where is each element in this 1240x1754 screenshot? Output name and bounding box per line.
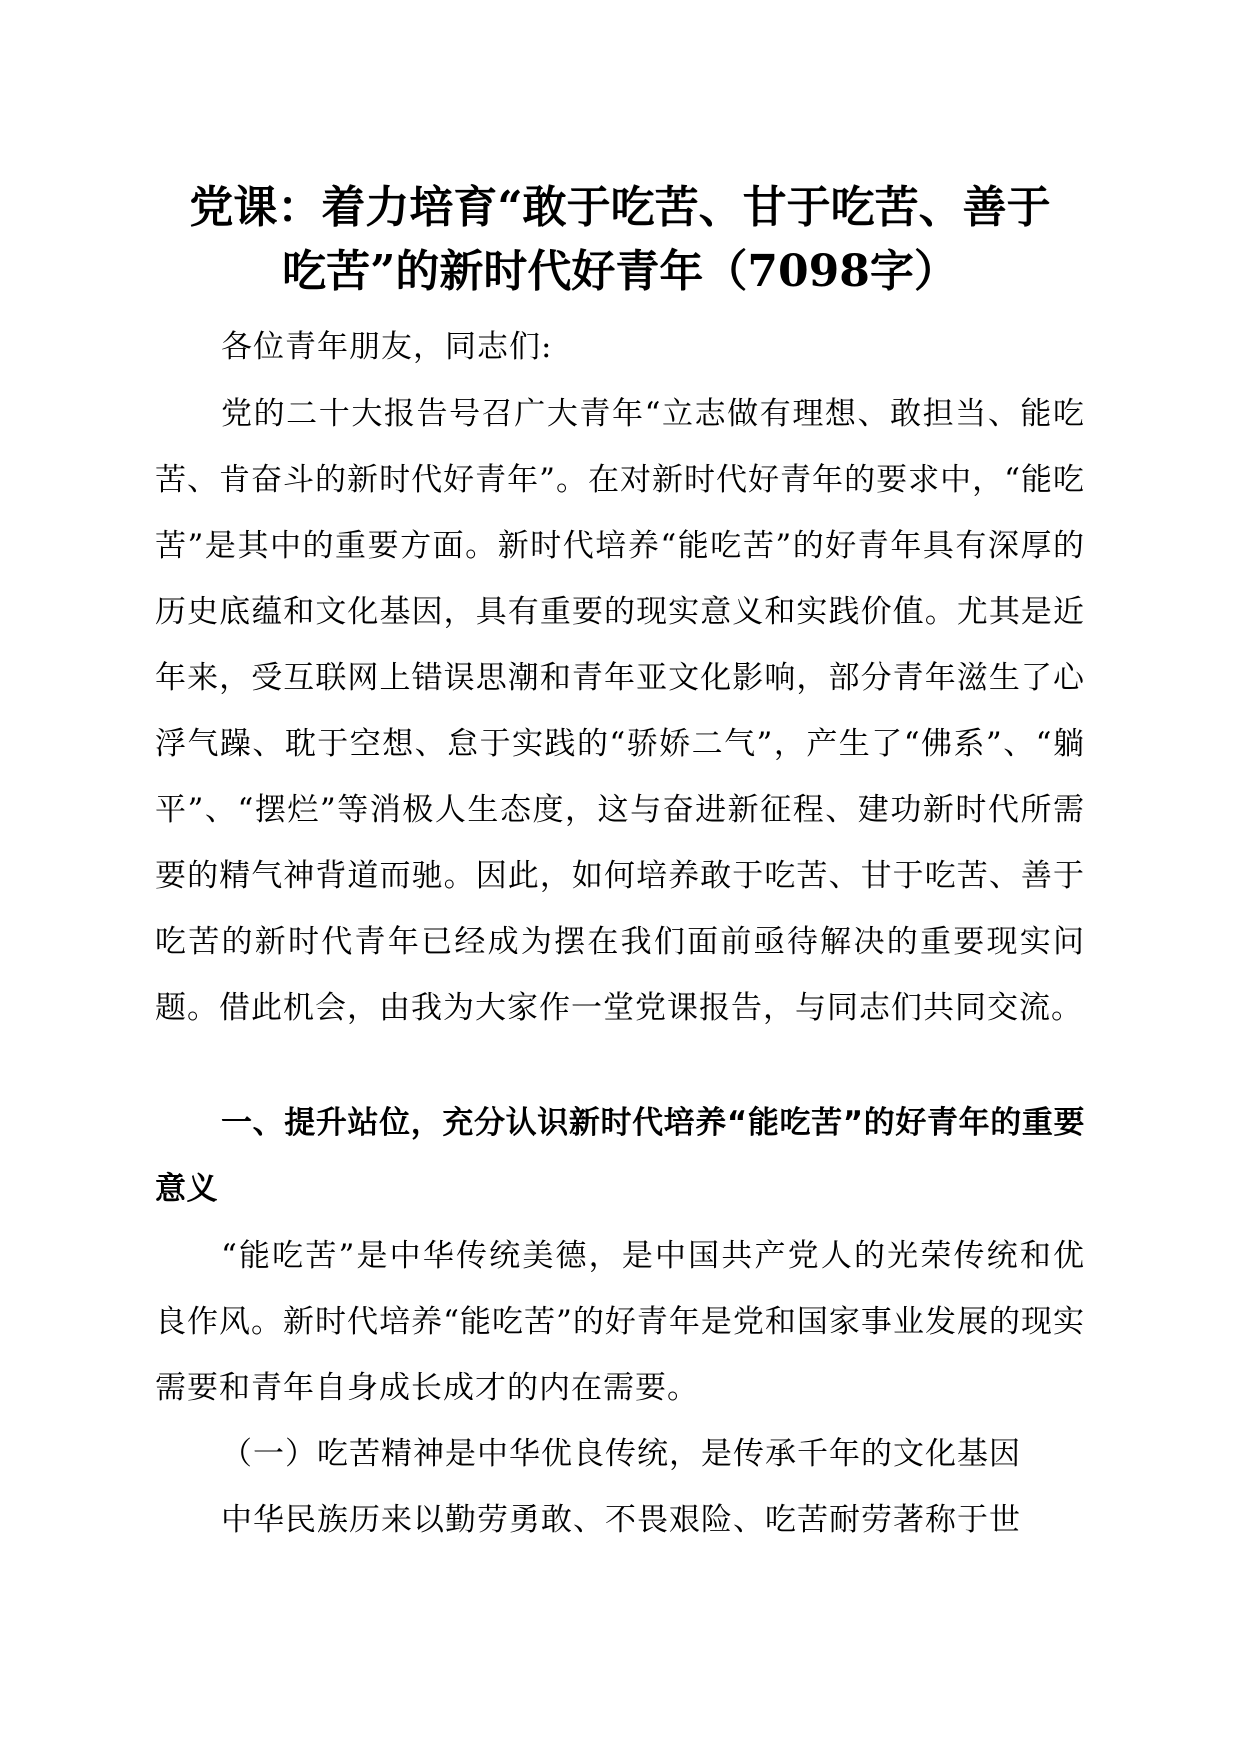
subsection-1-paragraph: 中华民族历来以勤劳勇敢、不畏艰险、吃苦耐劳著称于世 [221, 1502, 1021, 1538]
section-1-paragraph: “能吃苦”是中华传统美德，是中国共产党人的光荣传统和优良作风。新时代培养“能吃苦”的好青年是党和国家事业发展的现实需要和青年自身成长成才的内在需要。 [155, 1238, 1085, 1406]
title-line-2: 吃苦”的新时代好青年（7098字） [282, 246, 958, 297]
greeting: 各位青年朋友，同志们: [221, 329, 553, 365]
subsection-1-heading: （一）吃苦精神是中华优良传统，是传承千年的文化基因 [221, 1436, 1021, 1472]
section-1-heading: 一、提升站位，充分认识新时代培养“能吃苦”的好青年的重要意义 [155, 1105, 1085, 1207]
intro-paragraph: 党的二十大报告号召广大青年“立志做有理想、敢担当、能吃苦、肯奋斗的新时代好青年”。在对新时代好青年的要求中，“能吃苦”是其中的重要方面。新时代培养“能吃苦”的好青年具有深厚的历史底蕴和文化基因，具有重要的现实意义和实践价值。尤其是近年来，受互联网上错误思潮和青年亚文化影响，部分青年滋生了心浮气躁、耽于空想、怠于实践的“骄娇二气”，产生了“佛系”、“躺平”、“摆烂”等消极人生态度，这与奋进新征程、建功新时代所需要的精气神背道而驰。因此，如何培养敢于吃苦、甘于吃苦、善于吃苦的新时代青年已经成为摆在我们面前亟待解决的重要现实问题。借此机会，由我为大家作一堂党课报告，与同志们共同交流。 [155, 396, 1085, 1026]
document-title [150, 176, 1090, 304]
title-line-1: 党课：着力培育“敢于吃苦、甘于吃苦、善于 [189, 182, 1051, 233]
